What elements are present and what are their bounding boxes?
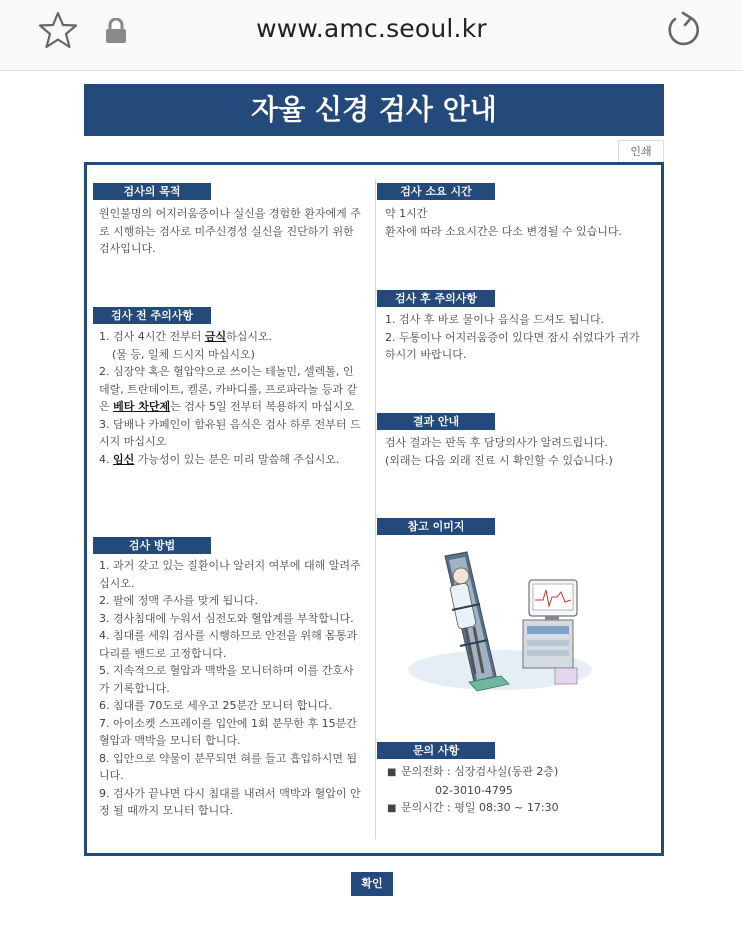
list-item: 1. 과거 갖고 있는 질환이나 알러지 여부에 대해 알려주십시오.: [99, 559, 361, 590]
list-item: 3. 담배나 카페인이 함유된 음식은 검사 하루 전부터 드시지 마십시오: [99, 417, 361, 448]
column-divider: [375, 179, 376, 839]
print-button[interactable]: 인쇄: [618, 140, 664, 164]
list-item: 2. 두통이나 어지러움증이 있다면 잠시 쉬었다가 귀가 하시기 바랍니다.: [385, 330, 640, 361]
list-item: 5. 지속적으로 혈압과 맥박을 모니터하며 이를 간호사가 기록합니다.: [99, 664, 354, 695]
list-item: 4. 침대를 세워 검사를 시행하므로 안전을 위해 몸통과 다리를 밴드로 고정합니다.: [99, 629, 358, 660]
square-bullet-icon: ■: [387, 767, 397, 778]
list-item: 6. 침대를 70도로 세우고 25분간 모니터 합니다.: [99, 699, 332, 712]
highlight-pregnancy: 임신: [113, 452, 135, 466]
highlight-fasting: 금식: [204, 330, 227, 343]
list-item: 9. 검사가 끝나면 다시 침대를 내려서 맥박과 혈압이 안정 될 때까지 모니터 합니다.: [99, 786, 361, 817]
section-title-contact: 문의 사항: [377, 742, 495, 759]
section-title-reference: 참고 이미지: [377, 518, 495, 535]
section-title-duration: 검사 소요 시간: [377, 183, 495, 200]
square-bullet-icon: ■: [387, 803, 397, 814]
list-item-note: (물 등, 일체 드시지 마십시오): [112, 347, 255, 361]
precautions-after-list: [385, 311, 651, 364]
contact-text: [387, 763, 653, 818]
content-panel: [84, 162, 664, 856]
section-title-result: 결과 안내: [377, 413, 495, 430]
result-line: 검사 결과는 판독 후 담당의사가 알려드립니다.: [385, 436, 608, 449]
list-item: 2. 팔에 정맥 주사를 맞게 됩니다.: [99, 594, 258, 607]
section-title-purpose: 검사의 목적: [93, 183, 211, 200]
duration-text: [385, 205, 651, 240]
list-item: 8. 입안으로 약물이 분무되면 혀를 들고 흡입하시면 됩니다.: [99, 751, 358, 782]
list-item: 2. 심장약 혹은 혈압약으로 쓰이는 테놀민, 셀렉톨, 인데랄, 트란데이트, 켈론, 카바디롤, 프로파라놀 등과 같은 베타 차단제는 검사 5일 전부터 복용하지 마십시오: [99, 365, 358, 413]
precautions-before-list: [99, 328, 361, 468]
contact-phone: ■ 문의전화 : 심장검사실(동관 2층): [387, 763, 653, 782]
address-bar-url[interactable]: www.amc.seoul.kr: [256, 14, 487, 43]
list-item: 7. 아이소켓 스프레이를 입안에 1회 분무한 후 15분간 혈압과 맥박을 모니터 합니다.: [99, 716, 357, 747]
section-title-method: 검사 방법: [93, 537, 211, 554]
page-title: 자율 신경 검사 안내: [84, 84, 664, 136]
confirm-button[interactable]: 확인: [351, 872, 393, 896]
purpose-text: [99, 205, 361, 258]
duration-line: 약 1시간: [385, 207, 428, 220]
tilt-table-illustration: [405, 550, 595, 695]
result-text: [385, 434, 651, 469]
list-item: 1. 검사 4시간 전부터 금식하십시오.: [99, 330, 273, 343]
section-title-precautions-before: 검사 전 주의사항: [93, 307, 211, 324]
browser-toolbar: [0, 0, 743, 71]
highlight-beta-blocker: 베타 차단제: [113, 400, 171, 413]
contact-hours: ■ 문의시간 : 평일 08:30 ~ 17:30: [387, 799, 653, 818]
purpose-body: 원인불명의 어지러움증이나 실신을 경험한 환자에게 주로 시행하는 검사로 미주신경성 실신을 진단하기 위한 검사입니다.: [99, 207, 361, 255]
duration-note: 환자에 따라 소요시간은 다소 변경될 수 있습니다.: [385, 224, 622, 238]
list-item: 3. 경사침대에 누워서 심전도와 혈압계를 부착합니다.: [99, 611, 354, 625]
reload-icon[interactable]: [664, 10, 704, 50]
contact-phone-number[interactable]: 02-3010-4795: [435, 783, 513, 797]
list-item: 1. 검사 후 바로 물이나 음식을 드셔도 됩니다.: [385, 313, 605, 326]
result-note: (외래는 다음 외래 진료 시 확인할 수 있습니다.): [385, 453, 613, 467]
method-list: [99, 557, 361, 820]
section-title-precautions-after: 검사 후 주의사항: [377, 290, 495, 307]
list-item: 4. 임신 가능성이 있는 분은 미리 말씀해 주십시오.: [99, 452, 340, 466]
